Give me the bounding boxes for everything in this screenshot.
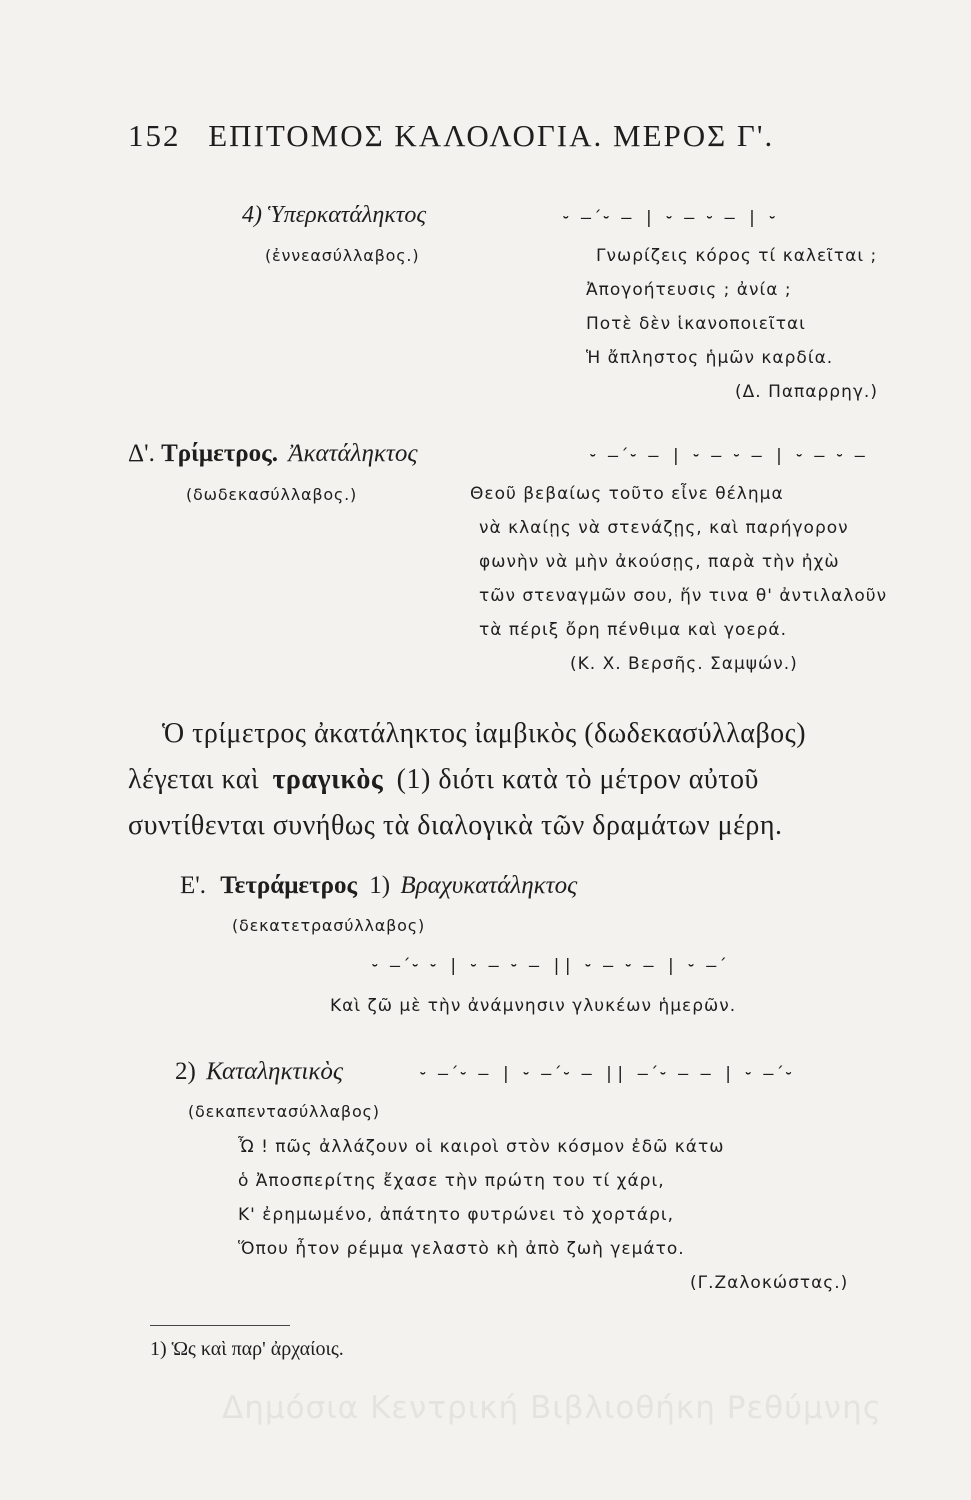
sectionE-label: Ε'. Τετράμετρος 1) Βραχυκατάληκτος	[180, 872, 578, 899]
page-header-title: ΕΠΙΤΟΜΟΣ ΚΑΛΟΛΟΓΙΑ. ΜΕΡΟΣ Γ'.	[208, 118, 775, 153]
sectionE-sub1-sublabel: (δεκατετρασύλλαβος)	[232, 916, 425, 935]
sectionE-sub1-verse: Καὶ ζῶ μὲ τὴν ἀνάμνησιν γλυκέων ἡμερῶν.	[330, 996, 737, 1016]
sectionE-sub1-meter: ⏑ –΄⏑ ⏑ | ⏑ – ⏑ – || ⏑ – ⏑ – | ⏑ –΄	[372, 956, 729, 976]
sectionD-verse-line: νὰ κλαίῃς νὰ στενάζῃς, καὶ παρήγορον	[479, 518, 849, 538]
sectionE-sub2-label: 2) Καταληκτικὸς	[175, 1058, 343, 1085]
section4-sublabel: (ἐννεασύλλαβος.)	[265, 246, 420, 265]
sectionD-meter: ⏑ –΄⏑ – | ⏑ – ⏑ – | ⏑ – ⏑ –	[590, 446, 866, 466]
section4-attribution: (Δ. Παπαρρηγ.)	[735, 382, 878, 402]
section4-verse-line: Ἀπογοήτευσις ; ἀνία ;	[586, 280, 792, 300]
sectionE-sub2-verse-line: Ὅπου ἦτον ρέμμα γελαστὸ κὴ ἀπὸ ζωὴ γεμάτο.	[238, 1239, 685, 1259]
paragraph-line: συντίθενται συνήθως τὰ διαλογικὰ τῶν δραμάτων μέρη.	[128, 810, 783, 841]
footnote-rule	[150, 1325, 290, 1326]
section4-verse-line: Ἡ ἄπληστος ἡμῶν καρδία.	[586, 348, 834, 368]
sectionE-sub2-sublabel: (δεκαπεντασύλλαβος)	[188, 1102, 380, 1121]
library-watermark: Δημόσια Κεντρική Βιβλιοθήκη Ρεθύμνης	[222, 1390, 882, 1426]
paragraph-line: λέγεται καὶ τραγικὸς (1) διότι κατὰ τὸ μέτρον αὐτοῦ	[128, 764, 759, 795]
sectionD-verse-line: φωνὴν νὰ μὴν ἀκούσῃς, παρὰ τὴν ἠχὼ	[479, 552, 840, 572]
page-number: 152	[128, 118, 181, 153]
sectionE-sub2-verse-line: ὁ Ἀποσπερίτης ἔχασε τὴν πρώτη του τί χάρι,	[238, 1171, 665, 1191]
sectionD-sublabel: (δωδεκασύλλαβος.)	[186, 485, 358, 504]
sectionE-sub2-attribution: (Γ.Ζαλοκώστας.)	[690, 1273, 849, 1293]
sectionE-sub2-verse-line: Κ' ἐρημωμένο, ἀπάτητο φυτρώνει τὸ χορτάρι,	[238, 1205, 675, 1225]
section4-meter: ⏑ –΄⏑ – | ⏑ – ⏑ – | ⏑	[563, 208, 777, 228]
sectionD-verse-line: τὰ πέριξ ὄρη πένθιμα καὶ γοερά.	[479, 620, 787, 640]
sectionD-verse-line: Θεοῦ βεβαίως τοῦτο εἶνε θέλημα	[470, 484, 784, 504]
sectionE-sub2-verse-line: Ὦ ! πῶς ἀλλάζουν οἱ καιροὶ στὸν κόσμον ἐδῶ κάτω	[238, 1137, 725, 1157]
sectionD-attribution: (Κ. Χ. Βερσῆς. Σαμψών.)	[570, 654, 798, 674]
running-header	[128, 118, 774, 154]
sectionD-verse-line: τῶν στεναγμῶν σου, ἥν τινα θ' ἀντιλαλοῦν	[479, 586, 888, 606]
footnote: 1) Ὡς καὶ παρ' ἀρχαίοις.	[150, 1338, 344, 1360]
sectionE-sub2-meter: ⏑ –΄⏑ – | ⏑ –΄⏑ – || –΄⏑ – – | ⏑ –΄⏑	[420, 1064, 793, 1084]
paragraph-line: Ὁ τρίμετρος ἀκατάληκτος ἰαμβικὸς (δωδεκασύλλαβος)	[162, 718, 807, 749]
section4-label: 4) Ὑπερκατάληκτος	[242, 202, 427, 228]
section4-verse-line: Ποτὲ δὲν ἱκανοποιεῖται	[586, 314, 806, 334]
section4-verse-line: Γνωρίζεις κόρος τί καλεῖται ;	[596, 246, 878, 266]
sectionD-label: Δ'. Τρίμετρος. Ἀκατάληκτος	[128, 440, 418, 467]
